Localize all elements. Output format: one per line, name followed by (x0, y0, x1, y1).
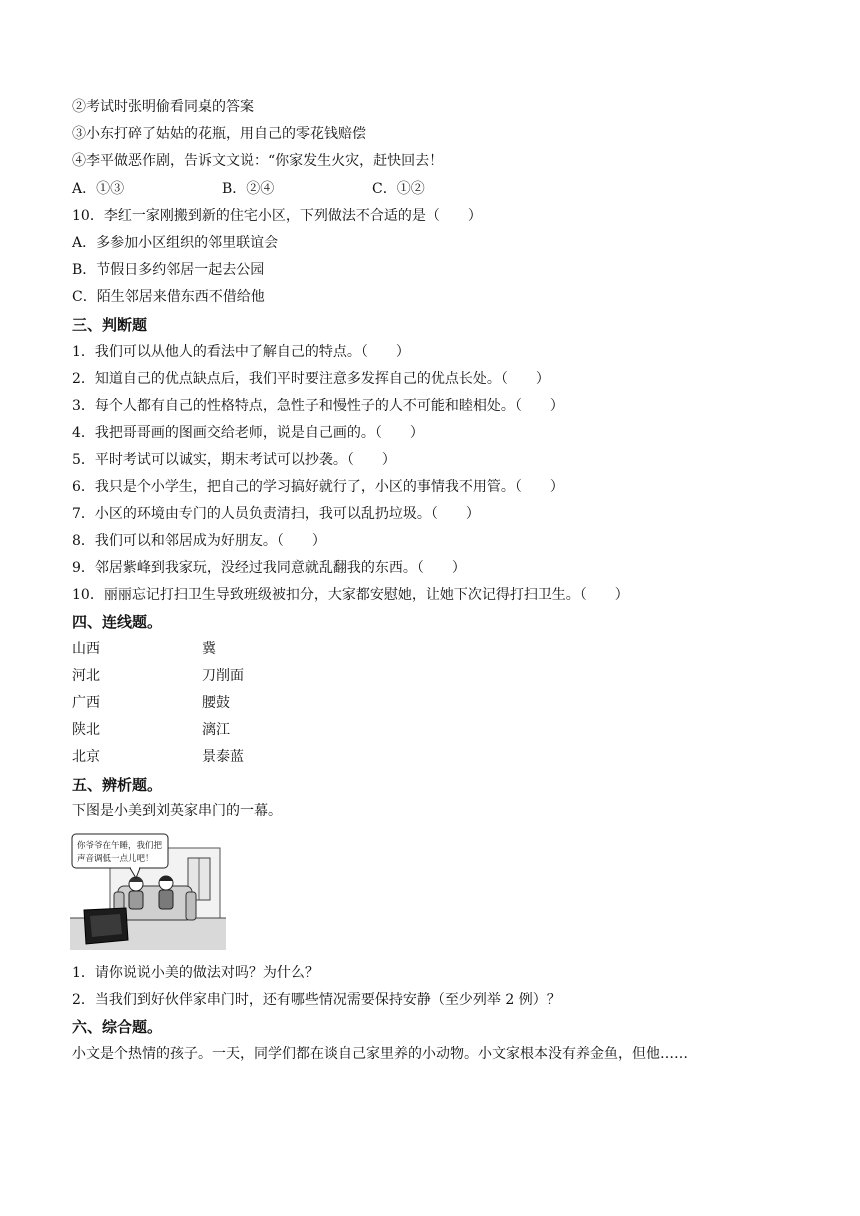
section-6-title: 六、综合题。 (72, 1018, 163, 1036)
match-right-4: 漓江 (202, 722, 230, 738)
q9-option-a: A．①③ (72, 181, 125, 197)
q10-option-a: A．多参加小区组织的邻里联谊会 (72, 235, 279, 251)
visit-illustration (70, 830, 226, 950)
section-5-title: 五、辨析题。 (72, 776, 163, 794)
match-right-3: 腰鼓 (202, 695, 230, 711)
match-right-1: 冀 (202, 641, 216, 657)
match-left-5: 北京 (72, 749, 100, 765)
match-left-3: 广西 (72, 695, 100, 711)
q10-option-c: C．陌生邻居来借东西不借给他 (72, 289, 265, 305)
section-5-question-1: 1．请你说说小美的做法对吗？为什么？ (72, 965, 319, 981)
judge-item-1: 1．我们可以从他人的看法中了解自己的特点。（ ） (72, 344, 410, 360)
match-left-2: 河北 (72, 668, 100, 684)
judge-item-4: 4．我把哥哥画的图画交给老师，说是自己画的。（ ） (72, 425, 424, 441)
q9-item-4: ④李平做恶作剧，告诉文文说：“你家发生火灾，赶快回去！ (72, 153, 444, 169)
section-5-intro: 下图是小美到刘英家串门的一幕。 (72, 803, 282, 819)
q9-item-2: ②考试时张明偷看同桌的答案 (72, 99, 254, 115)
section-5-question-2: 2．当我们到好伙伴家串门时，还有哪些情况需要保持安静（至少列举 2 例）？ (72, 992, 561, 1008)
q10-option-b: B．节假日多约邻居一起去公园 (72, 262, 265, 278)
section-6-text: 小文是个热情的孩子。一天，同学们都在谈自己家里养的小动物。小文家根本没有养金鱼，但他…… (72, 1046, 688, 1062)
match-right-5: 景泰蓝 (202, 749, 244, 765)
q9-option-b: B．②④ (222, 181, 275, 197)
match-left-4: 陕北 (72, 722, 100, 738)
speech-text-line-2: 声音调低一点儿吧！ (77, 854, 154, 864)
judge-item-3: 3．每个人都有自己的性格特点，急性子和慢性子的人不可能和睦相处。（ ） (72, 398, 564, 414)
q10-stem: 10．李红一家刚搬到新的住宅小区，下列做法不合适的是（ ） (72, 208, 482, 224)
q9-option-c: C．①② (372, 181, 425, 197)
judge-item-7: 7．小区的环境由专门的人员负责清扫，我可以乱扔垃圾。（ ） (72, 506, 480, 522)
judge-item-9: 9．邻居紫峰到我家玩，没经过我同意就乱翻我的东西。（ ） (72, 560, 466, 576)
section-4-title: 四、连线题。 (72, 613, 163, 631)
match-left-1: 山西 (72, 641, 100, 657)
match-right-2: 刀削面 (202, 668, 244, 684)
speech-text-line-1: 你爷爷在午睡，我们把 (77, 841, 163, 851)
q9-item-3: ③小东打碎了姑姑的花瓶，用自己的零花钱赔偿 (72, 126, 366, 142)
section-3-title: 三、判断题 (72, 316, 148, 334)
judge-item-8: 8．我们可以和邻居成为好朋友。（ ） (72, 533, 326, 549)
judge-item-2: 2．知道自己的优点缺点后，我们平时要注意多发挥自己的优点长处。（ ） (72, 371, 550, 387)
judge-item-10: 10．丽丽忘记打扫卫生导致班级被扣分，大家都安慰她，让她下次记得打扫卫生。（ ） (72, 587, 629, 603)
judge-item-5: 5．平时考试可以诚实，期末考试可以抄袭。（ ） (72, 452, 396, 468)
judge-item-6: 6．我只是个小学生，把自己的学习搞好就行了，小区的事情我不用管。（ ） (72, 479, 564, 495)
